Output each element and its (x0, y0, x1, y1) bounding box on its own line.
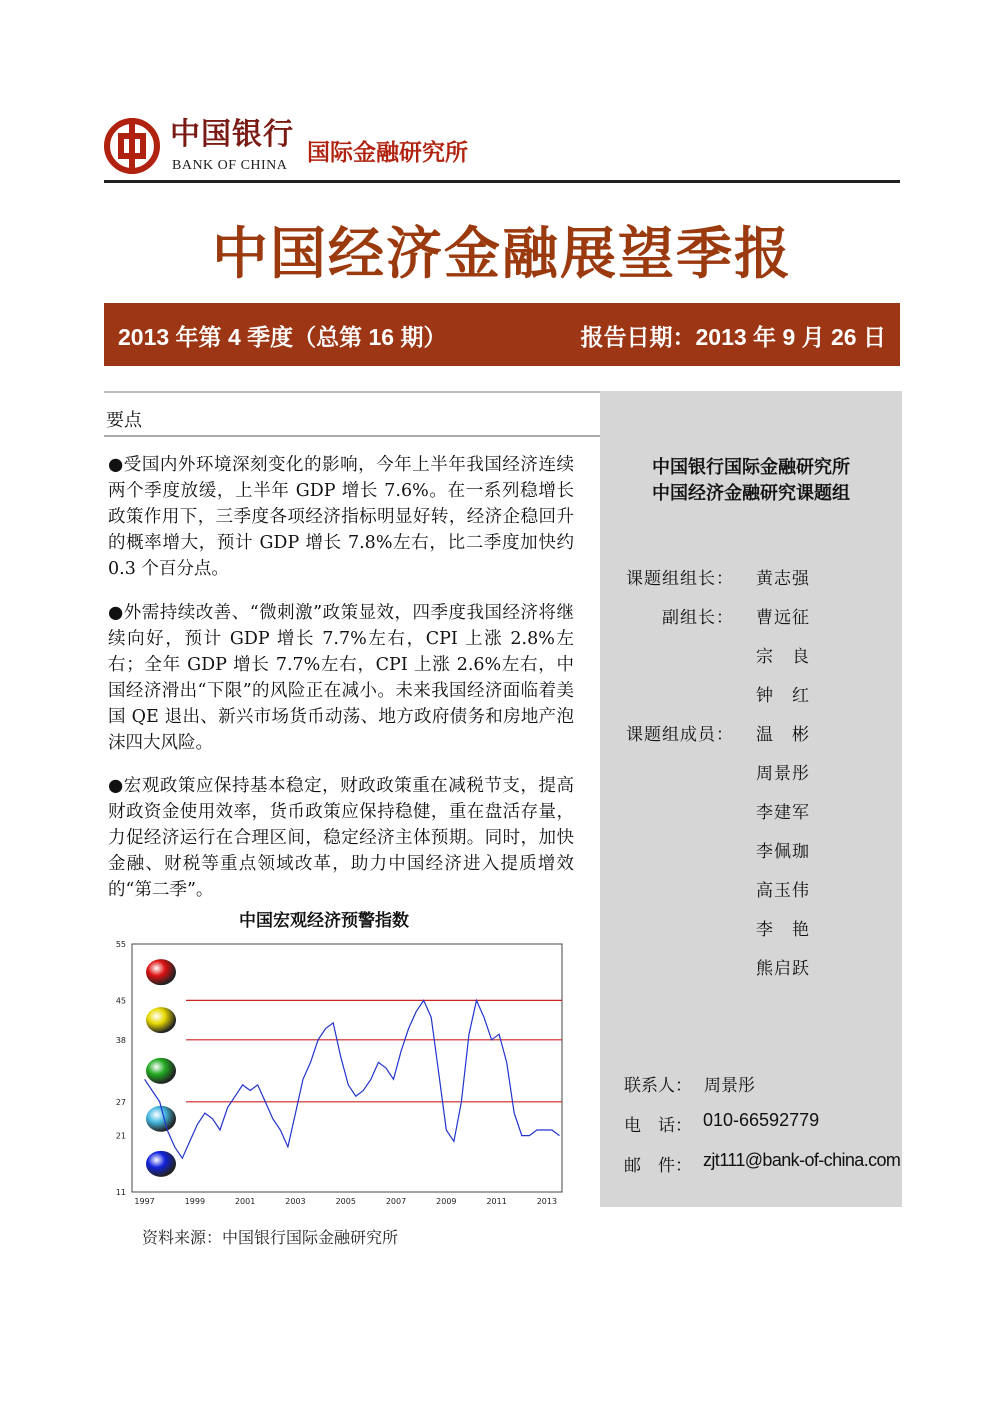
x-tick-label: 2009 (436, 1197, 457, 1206)
x-tick-label: 2011 (486, 1197, 507, 1206)
y-tick-label: 45 (115, 996, 126, 1006)
contact-label: 联系人： (624, 1076, 692, 1096)
signal-light-icon (146, 959, 176, 985)
warning-index-chart (104, 936, 574, 1211)
report-date: 报告日期：2013 年 9 月 26 日 (580, 324, 886, 350)
contact-name: 周景彤 (704, 1076, 755, 1096)
email-label: 邮 件： (624, 1156, 692, 1176)
header-divider (104, 180, 900, 183)
y-tick-label: 27 (115, 1097, 126, 1107)
report-title: 中国经济金融展望季报 (212, 222, 792, 287)
phone-label: 电 话： (624, 1116, 692, 1136)
x-tick-label: 2007 (385, 1197, 407, 1206)
x-tick-label: 2013 (536, 1197, 558, 1206)
member-name: 李 艳 (756, 920, 810, 940)
role-label: 课题组组长： (626, 569, 734, 589)
logo-chinese-text: 中国银行 (170, 117, 294, 152)
research-team-panel (600, 391, 902, 1207)
member-name: 高玉伟 (756, 881, 810, 901)
chart-source: 资料来源：中国银行国际金融研究所 (142, 1228, 399, 1247)
member-name: 曹远征 (756, 608, 810, 628)
member-name: 周景彤 (756, 764, 810, 784)
member-name: 李建军 (756, 803, 810, 823)
role-label: 副组长： (662, 608, 734, 628)
x-tick-label: 2003 (285, 1197, 306, 1206)
signal-light-icon (146, 1106, 176, 1132)
org-name-line1: 中国银行国际金融研究所 (652, 457, 850, 478)
email-address[interactable]: zjt111@bank-of-china.com (703, 1150, 901, 1170)
keypoint-item: ●宏观政策应保持基本稳定，财政政策重在减税节支，提高财政资金使用效率，货币政策应保持稳健，重在盘活存量，力促经济运行在合理区间，稳定经济主体预期。同时，加快金融、财税等重点领域改革，助力中国经济进入提质增效的“第二季”。 (108, 776, 574, 900)
y-tick-label: 55 (115, 940, 126, 949)
member-name: 钟 红 (756, 686, 810, 706)
org-name-line2: 中国经济金融研究课题组 (652, 483, 850, 504)
member-name: 宗 良 (756, 647, 810, 667)
issue-period: 2013 年第 4 季度（总第 16 期） (118, 324, 447, 350)
institute-name: 国际金融研究所 (307, 140, 468, 166)
y-tick-label: 38 (115, 1035, 126, 1045)
phone-number: 010-66592779 (703, 1110, 820, 1130)
member-name: 熊启跃 (756, 959, 810, 979)
x-tick-label: 2001 (234, 1197, 256, 1206)
signal-light-icon (146, 1151, 176, 1177)
x-tick-label: 1999 (184, 1197, 206, 1206)
keypoints-divider (104, 435, 600, 437)
signal-light-icon (146, 1058, 176, 1084)
chart-title: 中国宏观经济预警指数 (239, 911, 409, 931)
keypoints-heading: 要点 (106, 410, 142, 431)
member-name: 温 彬 (756, 725, 810, 745)
keypoints-top-divider (104, 391, 600, 393)
role-label: 课题组成员： (626, 725, 734, 745)
signal-light-icon (146, 1007, 176, 1033)
member-name: 黄志强 (756, 569, 810, 589)
keypoints-list (108, 452, 574, 911)
keypoint-item: ●受国内外环境深刻变化的影响，今年上半年我国经济连续两个季度放缓，上半年 GDP 增长 7.6%。在一系列稳增长政策作用下，三季度各项经济指标明显好转，经济企稳回升的概率增大，预计 GDP 增长 7.8%左右，比二季度加快约 0.3 个百分点。 (108, 455, 574, 579)
member-name: 李佩珈 (756, 842, 810, 862)
logo-english-text: BANK OF CHINA (172, 158, 288, 173)
bank-of-china-logo-icon (104, 118, 160, 174)
x-tick-label: 2005 (335, 1197, 356, 1206)
y-tick-label: 11 (115, 1188, 126, 1197)
plot-frame (132, 944, 562, 1192)
x-tick-label: 1997 (134, 1197, 155, 1206)
issue-banner (104, 303, 900, 366)
keypoint-item: ●外需持续改善、“微刺激”政策显效，四季度我国经济将继续向好，预计 GDP 增长 7.7%左右，CPI 上涨 2.8%左右；全年 GDP 增长 7.7%左右，CPI 上涨 2.6%左右，中国经济滑出“下限”的风险正在减小。未来我国经济面临着美国 QE 退出、新兴市场货币动荡、地方政府债务和房地产泡沫四大风险。 (108, 602, 574, 753)
y-tick-label: 21 (115, 1131, 126, 1141)
